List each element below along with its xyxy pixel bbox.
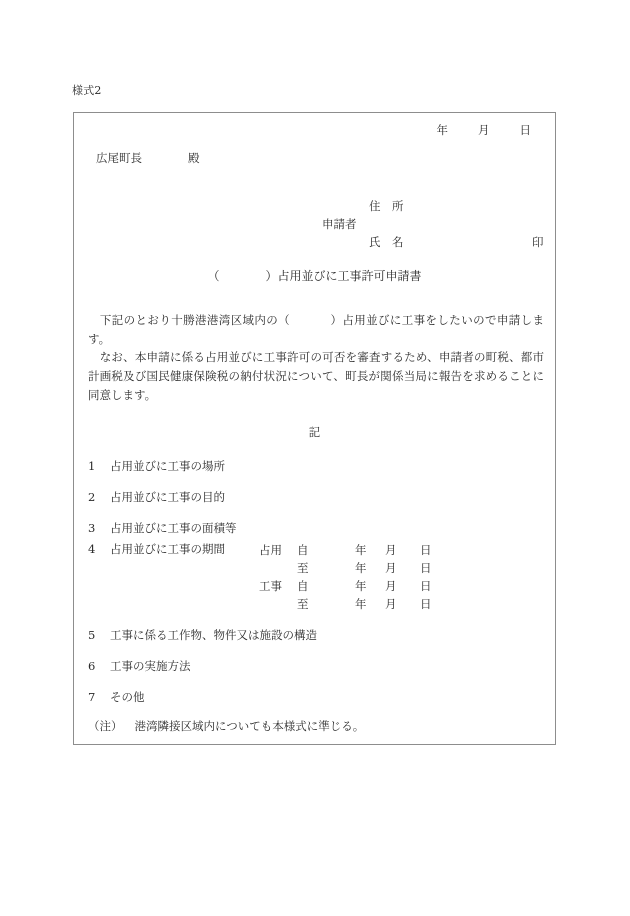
item-1-label: 占用並びに工事の場所	[110, 459, 225, 473]
applicant-label: 申請者	[322, 217, 357, 231]
date-line	[437, 125, 532, 137]
item-3-label: 占用並びに工事の面積等	[110, 521, 237, 535]
period-row-2-month: 月	[385, 579, 397, 593]
item-5-number: 5	[88, 628, 96, 642]
note-line	[88, 721, 364, 733]
item-2	[88, 492, 225, 504]
period-row-0-kind: 占用	[259, 543, 282, 557]
period-row-0-day: 日	[420, 543, 432, 557]
period-row-2-kind: 工事	[259, 579, 282, 593]
period-row-1-kind	[259, 559, 297, 577]
period-row-1-month: 月	[385, 561, 397, 575]
period-row-construction-to	[259, 595, 440, 613]
date-month-label: 月	[478, 123, 490, 137]
period-row-2-bound: 自	[297, 579, 309, 593]
period-row-0-month: 月	[385, 543, 397, 557]
item-6-label: 工事の実施方法	[110, 659, 191, 673]
body-text	[88, 311, 544, 404]
body-paragraph-1	[88, 311, 544, 348]
form-number-label: 様式2	[72, 84, 102, 97]
item-7	[88, 692, 145, 704]
period-row-3-kind	[259, 595, 297, 613]
period-row-occupancy-to	[259, 559, 440, 577]
period-row-0-year: 年	[355, 543, 367, 557]
title-paren-close: ）	[265, 269, 278, 283]
body-paragraph-2: なお、本申請に係る占用並びに工事許可の可否を審査するため、申請者の町税、都市計画税及び国民健康保険税の納付状況について、町長が関係当局に報告を求めることに同意します。	[88, 350, 544, 402]
period-row-1-bound: 至	[297, 561, 309, 575]
applicant-name-label: 氏 名	[369, 235, 404, 249]
item-7-label: その他	[110, 690, 145, 704]
form-frame	[73, 112, 556, 745]
addressee-line	[96, 153, 200, 165]
date-year-label: 年	[436, 123, 448, 137]
date-day-label: 日	[519, 123, 531, 137]
addressee-recipient: 広尾町長	[96, 151, 142, 165]
item-5	[88, 630, 317, 642]
item-4-label: 占用並びに工事の期間	[110, 542, 225, 556]
period-row-1-day: 日	[420, 561, 432, 575]
document-title	[74, 270, 555, 282]
item-7-number: 7	[88, 690, 96, 704]
item-3	[88, 523, 237, 535]
item-6	[88, 661, 191, 673]
note-text: 港湾隣接区域内についても本様式に準じる。	[134, 719, 365, 733]
seal-label: 印	[532, 235, 544, 249]
period-row-3-day: 日	[420, 597, 432, 611]
period-row-3-year: 年	[355, 597, 367, 611]
period-row-3-month: 月	[385, 597, 397, 611]
item-1-number: 1	[88, 459, 96, 473]
item-5-label: 工事に係る工作物、物件又は施設の構造	[110, 628, 317, 642]
period-row-2-year: 年	[355, 579, 367, 593]
ki-marker: 記	[308, 425, 321, 439]
body-line1-suffix: ）占用並びに工事をしたいので申請します。	[88, 313, 545, 346]
period-row-0-bound: 自	[297, 543, 309, 557]
item-4	[88, 544, 225, 556]
period-row-3-bound: 至	[297, 597, 309, 611]
period-row-occupancy-from	[259, 541, 440, 559]
note-marker: （注）	[88, 719, 123, 733]
title-text: 占用並びに工事許可申請書	[277, 269, 422, 283]
body-line1-prefix: 下記のとおり十勝港港湾区域内の（	[88, 313, 291, 327]
item-3-number: 3	[88, 521, 96, 535]
item-1	[88, 461, 225, 473]
applicant-address-label: 住 所	[369, 199, 404, 213]
period-row-2-day: 日	[420, 579, 432, 593]
title-paren-open: （	[207, 269, 220, 283]
item-2-label: 占用並びに工事の目的	[110, 490, 225, 504]
period-row-1-year: 年	[355, 561, 367, 575]
addressee-honorific: 殿	[188, 151, 200, 165]
item-4-number: 4	[88, 542, 96, 556]
period-row-construction-from	[259, 577, 440, 595]
item-2-number: 2	[88, 490, 96, 504]
period-table	[259, 541, 440, 613]
form-frame-inner	[74, 113, 555, 744]
item-6-number: 6	[88, 659, 96, 673]
